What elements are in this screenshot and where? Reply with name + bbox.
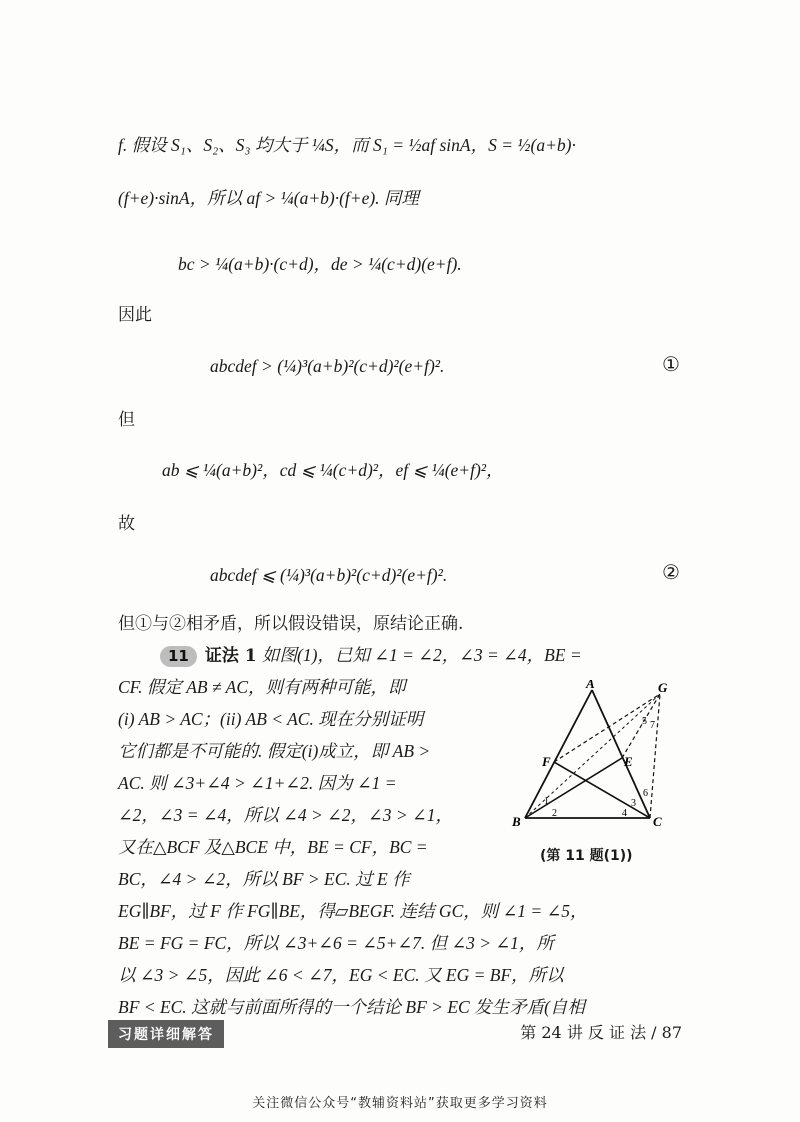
segment-fg xyxy=(554,694,660,762)
label-g: G xyxy=(658,680,668,695)
footer-section-label: 习题详细解答 xyxy=(108,1020,224,1048)
text-line: (i) AB > AC；(ii) AB < AC. 现在分别证明 xyxy=(118,709,424,729)
angle-label-4: 4 xyxy=(622,808,627,819)
text-line: f. 假设 S₁、S₂、S₃ 均大于 ¼S，而 S₁ = ½af sinA，S = ½(a+b)· xyxy=(118,135,576,155)
text-line: ∠2，∠3 = ∠4，所以 ∠4 > ∠2，∠3 > ∠1， xyxy=(118,805,453,825)
text-line: 但①与②相矛盾，所以假设错误，原结论正确. xyxy=(118,614,464,634)
text-line: BF < EC. 这就与前面所得的一个结论 BF > EC 发生矛盾(自相 xyxy=(118,997,585,1017)
label-e: E xyxy=(624,754,633,769)
equation: abcdef ⩽ (¼)³(a+b)²(c+d)²(e+f)². xyxy=(210,565,448,585)
text-line: AC. 则 ∠3+∠4 > ∠1+∠2. 因为 ∠1 = xyxy=(118,773,397,793)
label-c: C xyxy=(653,814,662,829)
figure-caption: (第 11 题(1)) xyxy=(540,848,633,864)
problem-header xyxy=(160,643,582,668)
label-b: B xyxy=(512,814,521,829)
angle-label-1: 1 xyxy=(544,796,549,807)
segment-gc xyxy=(650,694,660,818)
proof-method: 证法 1 xyxy=(204,646,257,666)
text-line: 以 ∠3 > ∠5，因此 ∠6 < ∠7，EG < EC. 又 EG = BF，所以 xyxy=(118,965,564,985)
text-line: BC，∠4 > ∠2，所以 BF > EC. 过 E 作 xyxy=(118,869,410,889)
footer-page-info: 第 24 讲 反 证 法 / 87 xyxy=(520,1023,682,1042)
segment-be xyxy=(525,758,622,818)
angle-label-3: 3 xyxy=(631,798,636,809)
angle-label-6: 6 xyxy=(643,788,648,799)
angle-label-5: 5 xyxy=(642,716,647,727)
problem-number-badge: 11 xyxy=(160,646,197,667)
text-line: 因此 xyxy=(118,305,152,325)
text-line: 又在△BCF 及△BCE 中，BE = CF，BC = xyxy=(118,837,428,857)
text-line: 故 xyxy=(118,514,135,534)
watermark-text: 关注微信公众号“教辅资料站”获取更多学习资料 xyxy=(252,1096,548,1111)
text-line: 如图(1)，已知 ∠1 = ∠2，∠3 = ∠4，BE = xyxy=(262,645,582,665)
equation-tag: ① xyxy=(662,352,680,376)
segment-ac xyxy=(592,690,650,818)
label-f: F xyxy=(542,754,551,769)
angle-label-2: 2 xyxy=(552,808,557,819)
text-line: 但 xyxy=(118,410,135,430)
equation: ab ⩽ ¼(a+b)²，cd ⩽ ¼(c+d)²，ef ⩽ ¼(e+f)²， xyxy=(162,460,504,480)
equation: bc > ¼(a+b)·(c+d)，de > ¼(c+d)(e+f). xyxy=(178,254,462,274)
label-a: A xyxy=(586,680,595,691)
equation: abcdef > (¼)³(a+b)²(c+d)²(e+f)². xyxy=(210,356,445,376)
geometry-figure xyxy=(510,680,700,830)
text-line: (f+e)·sinA，所以 af > ¼(a+b)·(f+e). 同理 xyxy=(118,188,419,208)
text-line: CF. 假定 AB ≠ AC，则有两种可能，即 xyxy=(118,677,406,697)
text-line: EG∥BF，过 F 作 FG∥BE，得▱BEGF. 连结 GC，则 ∠1 = ∠5， xyxy=(118,901,588,921)
equation-tag: ② xyxy=(662,560,680,584)
text-line: 它们都是不可能的. 假定(i)成立，即 AB > xyxy=(118,741,431,761)
angle-label-7: 7 xyxy=(650,720,655,731)
text-line: BE = FG = FC，所以 ∠3+∠6 = ∠5+∠7. 但 ∠3 > ∠1，所 xyxy=(118,933,554,953)
segment-ab xyxy=(525,690,592,818)
